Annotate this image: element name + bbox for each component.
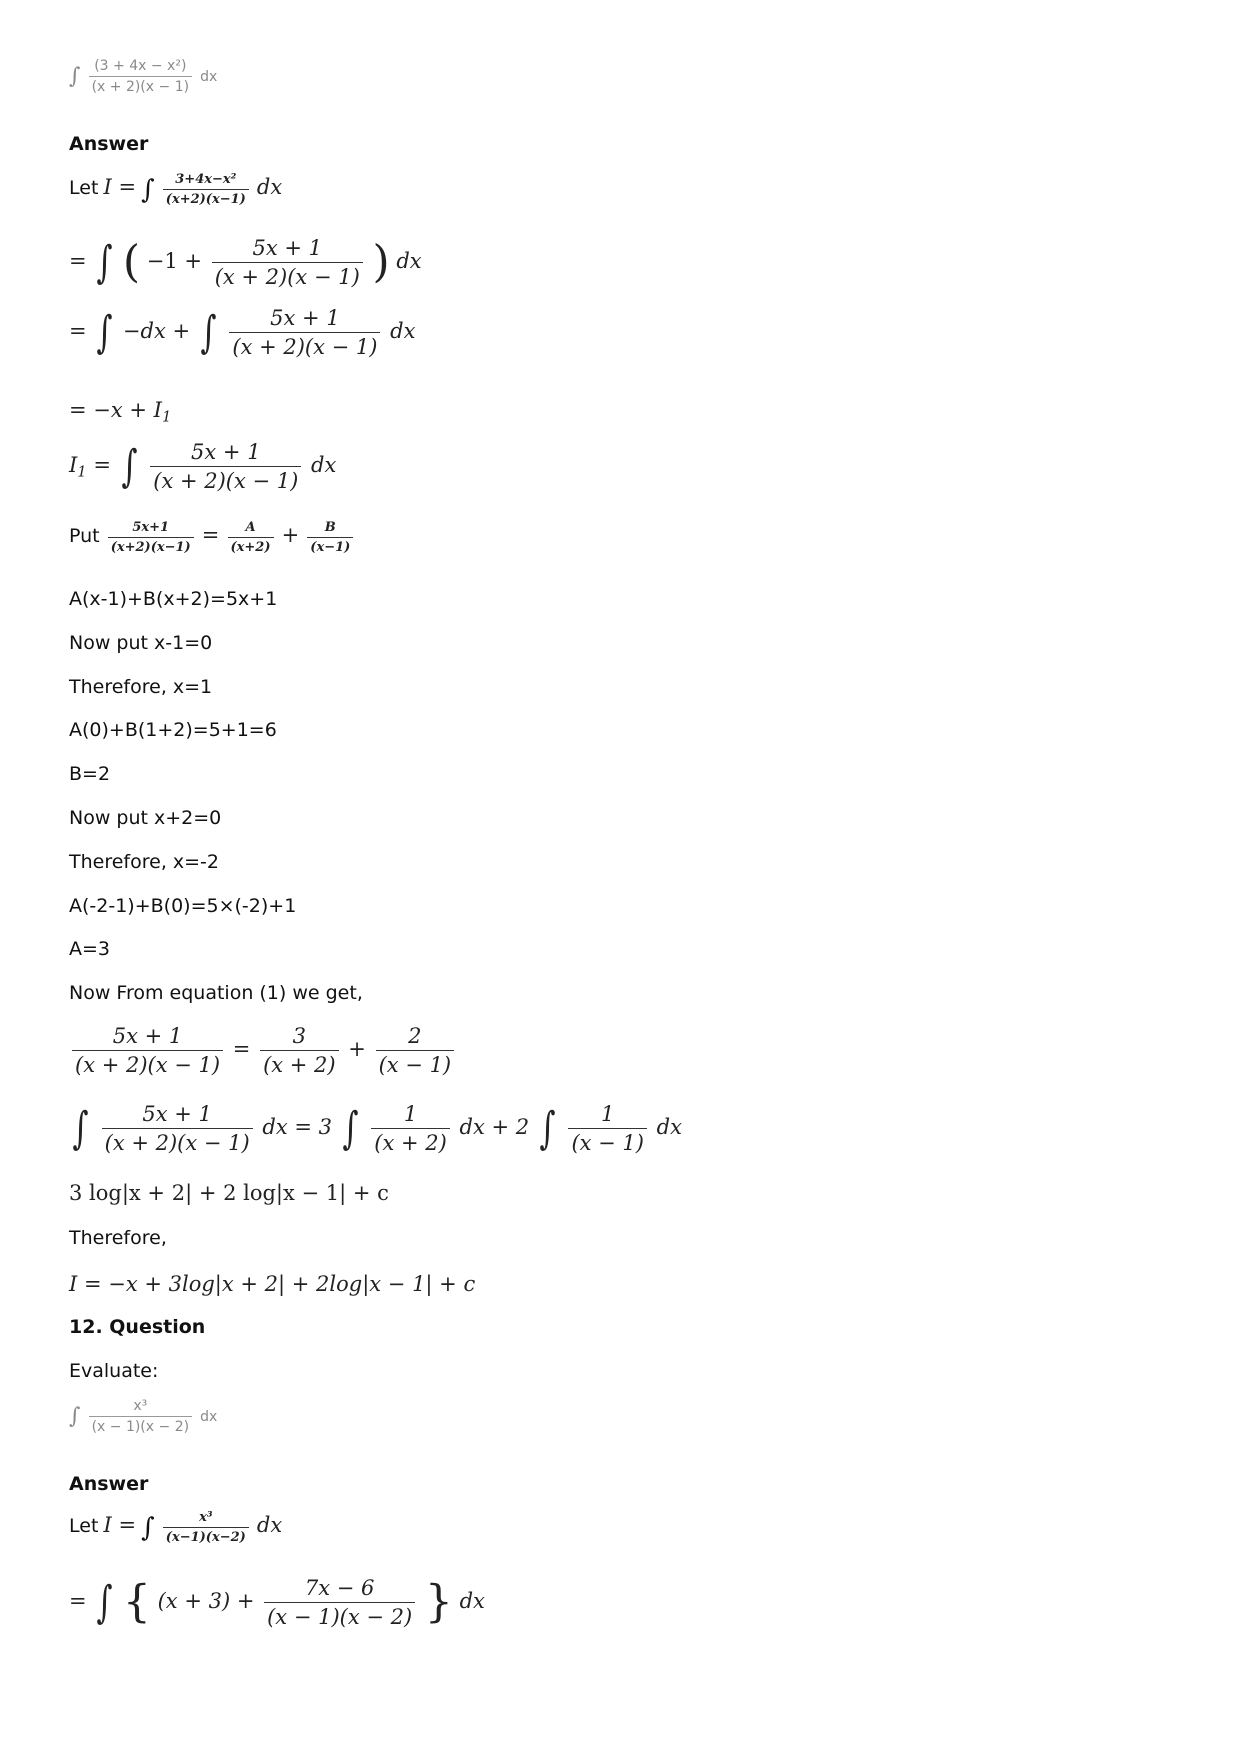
text-line: Therefore, x=1 (69, 676, 213, 698)
text-line: Now put x-1=0 (69, 632, 213, 654)
integral-sign: ∫ (96, 1576, 113, 1628)
q12-step1 (69, 1576, 485, 1629)
q11-put-line (69, 520, 356, 555)
text-line: A=3 (69, 938, 111, 960)
step3-text: = −x + I (69, 398, 162, 422)
left-paren: ( (122, 236, 141, 288)
step2-denominator: (x + 2)(x − 1) (229, 332, 380, 359)
equals-sign: = (69, 319, 87, 343)
q11-question-denominator: (x + 2)(x − 1) (89, 76, 193, 95)
split-mid: dx + 2 (459, 1115, 530, 1139)
integral-sign: ∫ (200, 306, 217, 358)
equals-sign: = (69, 1589, 87, 1613)
pf-b-numerator: 2 (408, 1024, 422, 1048)
let-lhs: I = (103, 1513, 137, 1537)
put-denominator: (x+2)(x−1) (108, 537, 194, 555)
split-numerator: 5x + 1 (142, 1102, 212, 1126)
q11-question-formula (69, 58, 217, 95)
pf-b-denominator: (x − 1) (376, 1050, 455, 1077)
q12-question-numerator: x³ (133, 1398, 148, 1414)
integral-sign: ∫ (121, 440, 138, 492)
pf-denominator: (x + 2)(x − 1) (72, 1050, 223, 1077)
q11-question-numerator: (3 + 4x − x²) (94, 58, 187, 74)
q11-answer-heading: Answer (69, 133, 149, 155)
let-label: Let (69, 1515, 99, 1537)
plus-sign: + (348, 1037, 366, 1061)
subscript: 1 (77, 463, 87, 481)
let-numerator: 3+4x−x² (175, 172, 237, 187)
dx-label: dx (200, 69, 218, 85)
dx-label: dx (256, 1513, 283, 1537)
let-label: Let (69, 177, 99, 199)
let-denominator: (x+2)(x−1) (163, 189, 249, 207)
plus-sign: + (281, 523, 300, 547)
subscript: 1 (161, 408, 172, 426)
dx-label: dx (459, 1589, 485, 1613)
dx-label: dx (656, 1115, 682, 1139)
dx-label: dx (311, 453, 337, 477)
put-b-numerator: B (324, 520, 336, 535)
let-lhs: I = (103, 175, 137, 199)
equals-sign: = (93, 453, 111, 477)
q11-log-line: 3 log|x + 2| + 2 log|x − 1| + c (69, 1181, 389, 1205)
right-paren: ) (372, 236, 390, 288)
i1-label: I (69, 453, 78, 477)
step2-numerator: 5x + 1 (270, 306, 340, 330)
let-denominator: (x−1)(x−2) (163, 1527, 249, 1545)
split-a-denominator: (x + 2) (371, 1128, 450, 1155)
pf-a-denominator: (x + 2) (260, 1050, 339, 1077)
split-b-denominator: (x − 1) (568, 1128, 647, 1155)
text-line: A(0)+B(1+2)=5+1=6 (69, 719, 277, 741)
q12-question-formula (69, 1398, 217, 1435)
q11-final-answer: I = −x + 3log|x + 2| + 2log|x − 1| + c (69, 1272, 476, 1296)
q12-question-denominator: (x − 1)(x − 2) (89, 1416, 193, 1435)
q11-step3 (69, 398, 171, 425)
q11-partial-fraction-result (69, 1024, 457, 1077)
integral-sign: ∫ (69, 1404, 81, 1429)
step1-inner: −1 + (146, 249, 203, 273)
pf-a-numerator: 3 (292, 1024, 307, 1048)
put-numerator: 5x+1 (132, 520, 170, 535)
pf-numerator: 5x + 1 (112, 1024, 183, 1048)
integral-sign: ∫ (69, 64, 81, 89)
right-brace: } (424, 1576, 453, 1628)
q12-prompt: Evaluate: (69, 1360, 159, 1382)
q12-let-line (69, 1510, 282, 1545)
step1-denominator: (x + 2)(x − 1) (212, 262, 363, 289)
q11-integral-split (69, 1102, 682, 1155)
split-a-numerator: 1 (403, 1102, 418, 1126)
put-a-numerator: A (245, 520, 256, 535)
q11-step2 (69, 306, 415, 359)
dx-label: dx (396, 249, 422, 273)
integral-sign: ∫ (96, 306, 113, 358)
integral-sign: ∫ (141, 1512, 155, 1543)
therefore-label: Therefore, (69, 1227, 167, 1249)
put-a-denominator: (x+2) (228, 537, 274, 555)
integral-sign: ∫ (141, 174, 155, 205)
q11-i1-definition (69, 440, 336, 493)
q12-heading: 12. Question (69, 1316, 206, 1338)
q11-step1 (69, 236, 422, 289)
integral-sign: ∫ (96, 236, 113, 288)
left-brace: { (122, 1576, 151, 1628)
text-line: Therefore, x=-2 (69, 851, 220, 873)
equals-sign: = (69, 249, 87, 273)
text-line: Now put x+2=0 (69, 807, 222, 829)
split-equals: dx = 3 (262, 1115, 332, 1139)
put-label: Put (69, 525, 100, 547)
q11-let-line (69, 172, 282, 207)
i1-numerator: 5x + 1 (191, 440, 261, 464)
i1-denominator: (x + 2)(x − 1) (150, 466, 301, 493)
text-line: Now From equation (1) we get, (69, 982, 363, 1004)
split-b-numerator: 1 (601, 1102, 615, 1126)
text-line: B=2 (69, 763, 111, 785)
text-line: A(-2-1)+B(0)=5×(-2)+1 (69, 895, 297, 917)
integral-sign: ∫ (342, 1102, 359, 1154)
step1-numerator: 5x + 1 (252, 236, 322, 260)
integral-sign: ∫ (72, 1102, 89, 1154)
integral-sign: ∫ (539, 1102, 556, 1154)
step1-inner: (x + 3) + (157, 1589, 255, 1613)
equals-sign: = (232, 1037, 251, 1061)
split-denominator: (x + 2)(x − 1) (102, 1128, 253, 1155)
step1-denominator: (x − 1)(x − 2) (264, 1602, 415, 1629)
step2-first-term: −dx + (122, 319, 191, 343)
put-b-denominator: (x−1) (307, 537, 353, 555)
equals-sign: = (201, 523, 220, 547)
dx-label: dx (390, 319, 416, 343)
step1-numerator: 7x − 6 (304, 1576, 375, 1600)
let-numerator: x³ (199, 1510, 213, 1525)
dx-label: dx (200, 1409, 218, 1425)
text-line: A(x-1)+B(x+2)=5x+1 (69, 588, 278, 610)
dx-label: dx (256, 175, 283, 199)
q12-answer-heading: Answer (69, 1473, 149, 1495)
